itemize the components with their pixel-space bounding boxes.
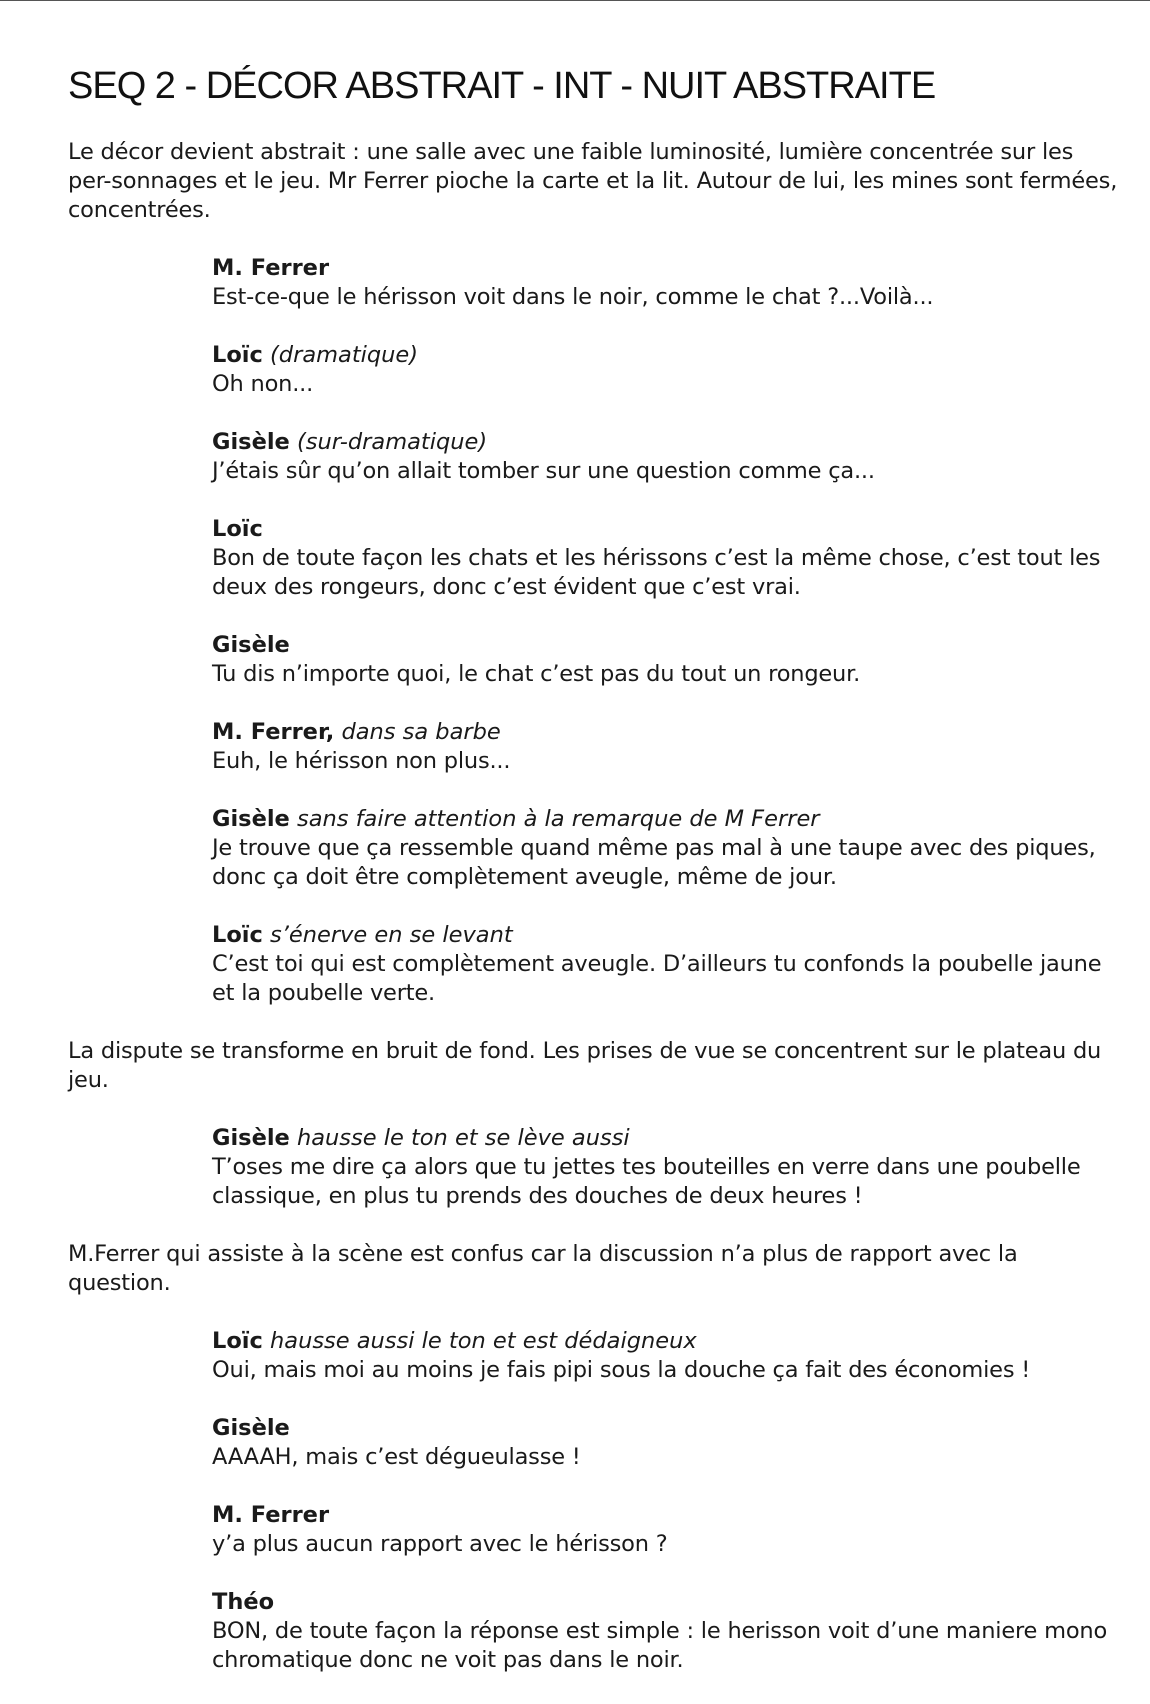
speaker-line [212, 341, 1112, 370]
dialogue-block [212, 428, 1112, 486]
speaker-line [212, 515, 1112, 544]
character-name: Loïc [212, 922, 263, 948]
dialogue-block [212, 921, 1112, 1008]
action-paragraph: Le décor devient abstrait : une salle avec une faible luminosité, lumière concentrée sur les per-sonnages et le jeu. Mr Ferrer pioche la carte et la lit. Autour de lui, les mines sont fermées, concentrées. [68, 139, 1118, 223]
speaker-line [212, 1414, 1112, 1443]
dialogue-block [212, 515, 1112, 602]
dialogue-block [212, 1501, 1112, 1559]
parenthetical: s’énerve en se levant [270, 922, 513, 948]
top-rule [0, 0, 1150, 1]
speaker-line [212, 1327, 1112, 1356]
dialogue-text: T’oses me dire ça alors que tu jettes tes bouteilles en verre dans une poubelle classique, en plus tu prends des douches de deux heures ! [212, 1154, 1081, 1209]
dialogue-text: C’est toi qui est complètement aveugle. D’ailleurs tu confonds la poubelle jaune et la poubelle verte. [212, 951, 1102, 1006]
dialogue-block [212, 1414, 1112, 1472]
speaker-line [212, 428, 1112, 457]
script-body [68, 138, 1118, 1704]
dialogue-block [212, 341, 1112, 399]
parenthetical: hausse le ton et se lève aussi [296, 1125, 630, 1151]
scene-heading: SEQ 2 - DÉCOR ABSTRAIT - INT - NUIT ABSTRAITE [68, 65, 936, 107]
dialogue-text: y’a plus aucun rapport avec le hérisson ? [212, 1531, 668, 1557]
dialogue-block [212, 805, 1112, 892]
character-name: Loïc [212, 516, 263, 542]
dialogue-text: J’étais sûr qu’on allait tomber sur une question comme ça... [212, 458, 875, 484]
dialogue-text: Oui, mais moi au moins je fais pipi sous la douche ça fait des économies ! [212, 1357, 1031, 1383]
speaker-line [212, 805, 1112, 834]
dialogue-text: Oh non... [212, 371, 314, 397]
character-name: Gisèle [212, 1125, 290, 1151]
speaker-line [212, 1588, 1112, 1617]
speaker-line [212, 631, 1112, 660]
speaker-line [212, 718, 1112, 747]
speaker-line [212, 254, 1112, 283]
dialogue-block [212, 254, 1112, 312]
character-name: M. Ferrer [212, 255, 330, 281]
character-name: M. Ferrer, [212, 719, 335, 745]
dialogue-text: AAAAH, mais c’est dégueulasse ! [212, 1444, 581, 1470]
dialogue-text: Bon de toute façon les chats et les hérissons c’est la même chose, c’est tout les deux des rongeurs, donc c’est évident que c’est vrai. [212, 545, 1101, 600]
parenthetical: sans faire attention à la remarque de M Ferrer [296, 806, 820, 832]
dialogue-text: Je trouve que ça ressemble quand même pas mal à une taupe avec des piques, donc ça doit être complètement aveugle, même de jour. [212, 835, 1096, 890]
character-name: Gisèle [212, 1415, 290, 1441]
character-name: Gisèle [212, 806, 290, 832]
parenthetical: (sur-dramatique) [296, 429, 488, 455]
character-name: M. Ferrer [212, 1502, 330, 1528]
speaker-line [212, 921, 1112, 950]
character-name: Gisèle [212, 632, 290, 658]
parenthetical: hausse aussi le ton et est dédaigneux [270, 1328, 697, 1354]
character-name: Loïc [212, 1328, 263, 1354]
dialogue-block [212, 631, 1112, 689]
parenthetical: (dramatique) [270, 342, 419, 368]
character-name: Loïc [212, 342, 263, 368]
dialogue-block [212, 1124, 1112, 1211]
character-name: Gisèle [212, 429, 290, 455]
script-page [68, 62, 1118, 1704]
action-paragraph: La dispute se transforme en bruit de fond. Les prises de vue se concentrent sur le plateau du jeu. [68, 1038, 1102, 1093]
speaker-line [212, 1501, 1112, 1530]
character-name: Théo [212, 1589, 275, 1615]
speaker-line [212, 1124, 1112, 1153]
dialogue-block [212, 718, 1112, 776]
dialogue-text: Est-ce-que le hérisson voit dans le noir, comme le chat ?...Voilà... [212, 284, 934, 310]
dialogue-text: Tu dis n’importe quoi, le chat c’est pas du tout un rongeur. [212, 661, 861, 687]
dialogue-text: Euh, le hérisson non plus... [212, 748, 511, 774]
dialogue-block [212, 1588, 1112, 1675]
dialogue-text: BON, de toute façon la réponse est simple : le herisson voit d’une maniere mono chromatique donc ne voit pas dans le noir. [212, 1618, 1108, 1673]
action-paragraph: M.Ferrer qui assiste à la scène est confus car la discussion n’a plus de rapport avec la question. [68, 1241, 1018, 1296]
parenthetical: dans sa barbe [341, 719, 501, 745]
dialogue-block [212, 1327, 1112, 1385]
